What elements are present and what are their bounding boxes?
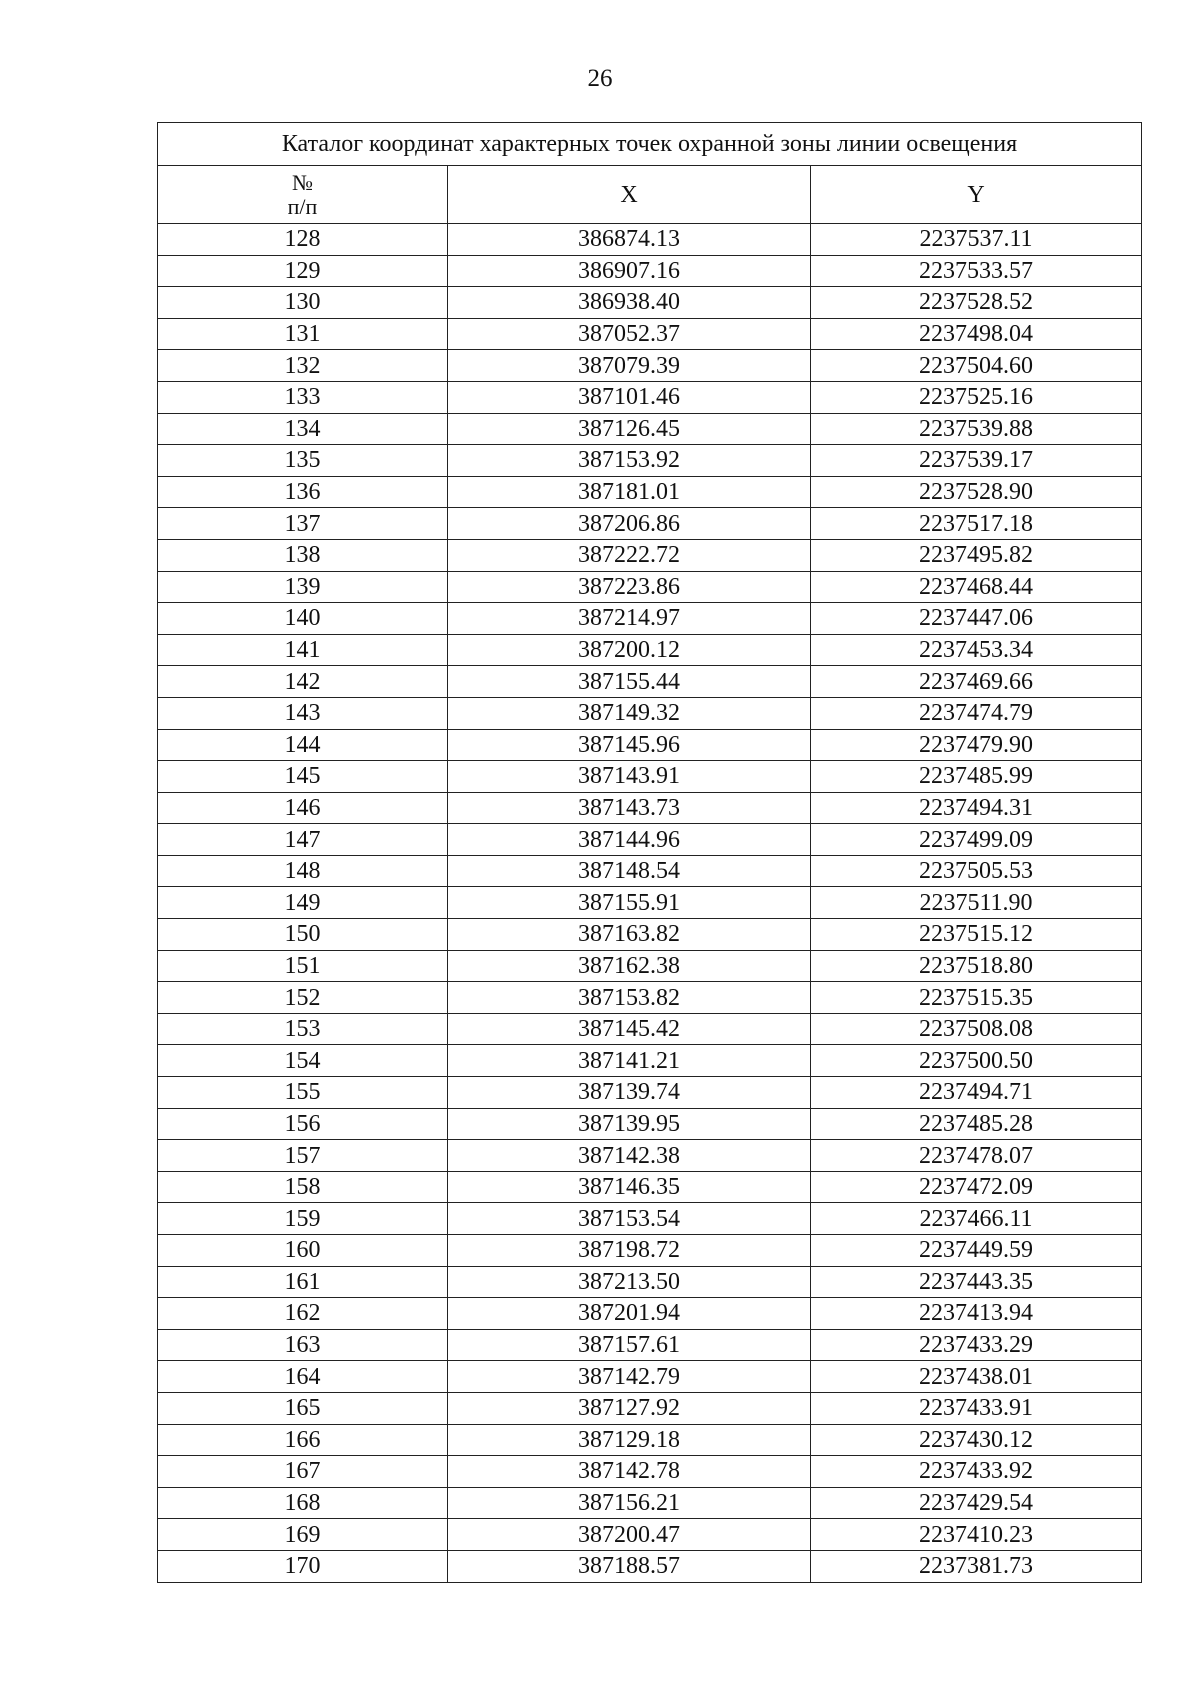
cell-y: 2237433.91 — [811, 1392, 1142, 1424]
cell-point-number: 142 — [158, 666, 448, 698]
table-row — [158, 919, 1142, 951]
table-row — [158, 1045, 1142, 1077]
cell-y: 2237505.53 — [811, 855, 1142, 887]
cell-y: 2237478.07 — [811, 1140, 1142, 1172]
cell-y: 2237533.57 — [811, 255, 1142, 287]
cell-point-number: 135 — [158, 445, 448, 477]
cell-point-number: 160 — [158, 1235, 448, 1267]
table-row — [158, 1456, 1142, 1488]
cell-y: 2237433.92 — [811, 1456, 1142, 1488]
cell-x: 387188.57 — [448, 1550, 811, 1582]
cell-y: 2237474.79 — [811, 697, 1142, 729]
cell-x: 387201.94 — [448, 1298, 811, 1330]
cell-x: 387198.72 — [448, 1235, 811, 1267]
table-row — [158, 729, 1142, 761]
cell-point-number: 134 — [158, 413, 448, 445]
table-row — [158, 1519, 1142, 1551]
cell-x: 387223.86 — [448, 571, 811, 603]
cell-x: 387143.91 — [448, 761, 811, 793]
cell-x: 387145.96 — [448, 729, 811, 761]
cell-y: 2237539.17 — [811, 445, 1142, 477]
cell-x: 387153.54 — [448, 1203, 811, 1235]
cell-point-number: 133 — [158, 381, 448, 413]
cell-point-number: 164 — [158, 1361, 448, 1393]
cell-y: 2237447.06 — [811, 603, 1142, 635]
cell-point-number: 128 — [158, 224, 448, 256]
cell-point-number: 132 — [158, 350, 448, 382]
column-header-y: Y — [811, 166, 1142, 224]
cell-x: 387142.38 — [448, 1140, 811, 1172]
cell-y: 2237508.08 — [811, 1013, 1142, 1045]
cell-y: 2237429.54 — [811, 1487, 1142, 1519]
table-row — [158, 603, 1142, 635]
cell-y: 2237525.16 — [811, 381, 1142, 413]
cell-y: 2237468.44 — [811, 571, 1142, 603]
cell-point-number: 144 — [158, 729, 448, 761]
cell-y: 2237499.09 — [811, 824, 1142, 856]
table-row — [158, 318, 1142, 350]
cell-x: 387157.61 — [448, 1329, 811, 1361]
cell-point-number: 146 — [158, 792, 448, 824]
table-row — [158, 224, 1142, 256]
number-sign: № — [292, 169, 313, 195]
table-row — [158, 413, 1142, 445]
cell-point-number: 156 — [158, 1108, 448, 1140]
table-row — [158, 381, 1142, 413]
cell-y: 2237495.82 — [811, 539, 1142, 571]
cell-x: 386907.16 — [448, 255, 811, 287]
cell-point-number: 153 — [158, 1013, 448, 1045]
cell-x: 387148.54 — [448, 855, 811, 887]
table-row — [158, 1329, 1142, 1361]
cell-x: 387213.50 — [448, 1266, 811, 1298]
cell-point-number: 145 — [158, 761, 448, 793]
column-header-number — [158, 166, 448, 224]
cell-y: 2237381.73 — [811, 1550, 1142, 1582]
cell-x: 387141.21 — [448, 1045, 811, 1077]
cell-point-number: 149 — [158, 887, 448, 919]
cell-x: 387142.78 — [448, 1456, 811, 1488]
cell-x: 387162.38 — [448, 950, 811, 982]
cell-x: 387206.86 — [448, 508, 811, 540]
table-row — [158, 1487, 1142, 1519]
cell-point-number: 168 — [158, 1487, 448, 1519]
table-row — [158, 950, 1142, 982]
cell-y: 2237518.80 — [811, 950, 1142, 982]
cell-point-number: 137 — [158, 508, 448, 540]
cell-x: 387142.79 — [448, 1361, 811, 1393]
table-row — [158, 255, 1142, 287]
cell-y: 2237479.90 — [811, 729, 1142, 761]
cell-y: 2237498.04 — [811, 318, 1142, 350]
cell-x: 387222.72 — [448, 539, 811, 571]
cell-x: 387129.18 — [448, 1424, 811, 1456]
cell-x: 387149.32 — [448, 697, 811, 729]
cell-point-number: 130 — [158, 287, 448, 319]
cell-point-number: 138 — [158, 539, 448, 571]
table-row — [158, 476, 1142, 508]
table-row — [158, 1392, 1142, 1424]
cell-y: 2237438.01 — [811, 1361, 1142, 1393]
table-row — [158, 539, 1142, 571]
cell-point-number: 143 — [158, 697, 448, 729]
page-number: 26 — [587, 65, 613, 92]
cell-x: 387156.21 — [448, 1487, 811, 1519]
table-row — [158, 1424, 1142, 1456]
cell-point-number: 169 — [158, 1519, 448, 1551]
table-row — [158, 508, 1142, 540]
table-row — [158, 666, 1142, 698]
table-row — [158, 350, 1142, 382]
cell-point-number: 139 — [158, 571, 448, 603]
cell-y: 2237485.28 — [811, 1108, 1142, 1140]
cell-point-number: 158 — [158, 1171, 448, 1203]
table-row — [158, 1203, 1142, 1235]
cell-x: 387145.42 — [448, 1013, 811, 1045]
table-row — [158, 287, 1142, 319]
table-row — [158, 855, 1142, 887]
cell-point-number: 150 — [158, 919, 448, 951]
cell-point-number: 154 — [158, 1045, 448, 1077]
cell-y: 2237517.18 — [811, 508, 1142, 540]
cell-point-number: 165 — [158, 1392, 448, 1424]
cell-y: 2237511.90 — [811, 887, 1142, 919]
table-row — [158, 1235, 1142, 1267]
cell-y: 2237433.29 — [811, 1329, 1142, 1361]
cell-x: 387200.12 — [448, 634, 811, 666]
cell-point-number: 136 — [158, 476, 448, 508]
cell-point-number: 147 — [158, 824, 448, 856]
cell-point-number: 166 — [158, 1424, 448, 1456]
table-row — [158, 1298, 1142, 1330]
cell-x: 387144.96 — [448, 824, 811, 856]
table-row — [158, 824, 1142, 856]
cell-y: 2237537.11 — [811, 224, 1142, 256]
table-row — [158, 887, 1142, 919]
cell-x: 387079.39 — [448, 350, 811, 382]
cell-y: 2237494.71 — [811, 1077, 1142, 1109]
cell-x: 387126.45 — [448, 413, 811, 445]
cell-x: 387155.44 — [448, 666, 811, 698]
cell-y: 2237485.99 — [811, 761, 1142, 793]
table-row — [158, 1171, 1142, 1203]
cell-y: 2237449.59 — [811, 1235, 1142, 1267]
table-row — [158, 792, 1142, 824]
cell-x: 387101.46 — [448, 381, 811, 413]
cell-x: 387163.82 — [448, 919, 811, 951]
table-row — [158, 1266, 1142, 1298]
table-row — [158, 1108, 1142, 1140]
cell-point-number: 140 — [158, 603, 448, 635]
cell-x: 386938.40 — [448, 287, 811, 319]
cell-x: 387143.73 — [448, 792, 811, 824]
cell-x: 387139.74 — [448, 1077, 811, 1109]
cell-x: 387181.01 — [448, 476, 811, 508]
cell-x: 387052.37 — [448, 318, 811, 350]
cell-point-number: 162 — [158, 1298, 448, 1330]
cell-point-number: 131 — [158, 318, 448, 350]
cell-point-number: 141 — [158, 634, 448, 666]
column-header-row — [158, 166, 1142, 224]
cell-y: 2237410.23 — [811, 1519, 1142, 1551]
cell-x: 387153.82 — [448, 982, 811, 1014]
column-header-x: X — [448, 166, 811, 224]
cell-point-number: 170 — [158, 1550, 448, 1582]
cell-x: 386874.13 — [448, 224, 811, 256]
cell-y: 2237494.31 — [811, 792, 1142, 824]
cell-point-number: 151 — [158, 950, 448, 982]
table-row — [158, 982, 1142, 1014]
cell-point-number: 129 — [158, 255, 448, 287]
table-title-row — [158, 123, 1142, 166]
cell-x: 387153.92 — [448, 445, 811, 477]
cell-y: 2237472.09 — [811, 1171, 1142, 1203]
table-row — [158, 1077, 1142, 1109]
cell-y: 2237539.88 — [811, 413, 1142, 445]
table-row — [158, 1550, 1142, 1582]
cell-y: 2237528.90 — [811, 476, 1142, 508]
table-row — [158, 445, 1142, 477]
table-row — [158, 571, 1142, 603]
cell-y: 2237453.34 — [811, 634, 1142, 666]
cell-y: 2237466.11 — [811, 1203, 1142, 1235]
cell-y: 2237504.60 — [811, 350, 1142, 382]
cell-x: 387200.47 — [448, 1519, 811, 1551]
cell-y: 2237515.35 — [811, 982, 1142, 1014]
cell-y: 2237469.66 — [811, 666, 1142, 698]
number-abbrev: п/п — [287, 193, 318, 219]
cell-y: 2237500.50 — [811, 1045, 1142, 1077]
cell-y: 2237430.12 — [811, 1424, 1142, 1456]
cell-y: 2237443.35 — [811, 1266, 1142, 1298]
cell-y: 2237528.52 — [811, 287, 1142, 319]
cell-x: 387139.95 — [448, 1108, 811, 1140]
table-row — [158, 1140, 1142, 1172]
cell-x: 387155.91 — [448, 887, 811, 919]
cell-point-number: 161 — [158, 1266, 448, 1298]
table-row — [158, 634, 1142, 666]
table-body — [158, 224, 1142, 1583]
table-row — [158, 1013, 1142, 1045]
cell-x: 387146.35 — [448, 1171, 811, 1203]
cell-y: 2237515.12 — [811, 919, 1142, 951]
cell-point-number: 152 — [158, 982, 448, 1014]
cell-point-number: 167 — [158, 1456, 448, 1488]
cell-y: 2237413.94 — [811, 1298, 1142, 1330]
cell-point-number: 157 — [158, 1140, 448, 1172]
cell-x: 387214.97 — [448, 603, 811, 635]
table-row — [158, 697, 1142, 729]
table-row — [158, 1361, 1142, 1393]
cell-point-number: 148 — [158, 855, 448, 887]
cell-x: 387127.92 — [448, 1392, 811, 1424]
cell-point-number: 163 — [158, 1329, 448, 1361]
cell-point-number: 155 — [158, 1077, 448, 1109]
table-title: Каталог координат характерных точек охранной зоны линии освещения — [158, 123, 1142, 166]
cell-point-number: 159 — [158, 1203, 448, 1235]
table-row — [158, 761, 1142, 793]
coordinates-table — [157, 122, 1142, 1583]
